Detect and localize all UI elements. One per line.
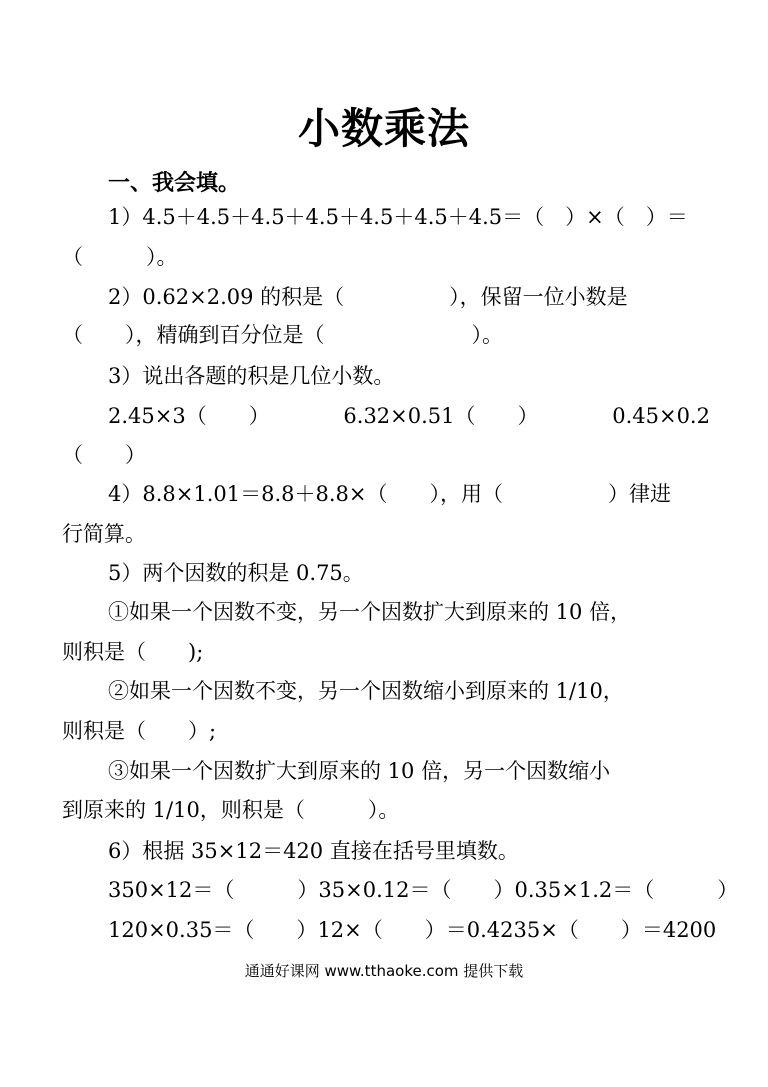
question-6-item-b: 35×0.12＝（ ）	[318, 878, 515, 902]
question-6-item-c: 0.35×1.2＝（ ）	[514, 878, 739, 902]
question-3-item-a: 2.45×3（ ）	[108, 404, 270, 428]
question-5-sub-1-line-1: ①如果一个因数不变，另一个因数扩大到原来的 10 倍，	[108, 600, 632, 624]
footer-credit: 通通好课网 www.tthaoke.com 提供下载	[244, 962, 524, 980]
question-5-sub-3-line-2: 到原来的 1/10，则积是（ ）。	[62, 798, 400, 822]
question-3-items	[108, 402, 710, 430]
question-5-sub-2-line-2: 则积是（ ）;	[62, 719, 217, 743]
question-3-item-c: 0.45×0.2	[612, 404, 710, 428]
question-6-row-1	[108, 876, 739, 904]
question-6-item-d: 120×0.35＝（ ）	[108, 918, 318, 942]
question-4-line-1: 4）8.8×1.01＝8.8＋8.8×（ ），用（ ）律进	[108, 482, 671, 506]
question-2-line-1: 2）0.62×2.09 的积是（ ），保留一位小数是	[108, 285, 628, 309]
question-6-item-a: 350×12＝（ ）	[108, 878, 319, 902]
section-heading: 一、我会填。	[108, 171, 241, 196]
question-5-sub-2-line-1: ②如果一个因数不变，另一个因数缩小到原来的 1/10，	[108, 679, 624, 703]
question-5-sub-3-line-1: ③如果一个因数扩大到原来的 10 倍，另一个因数缩小	[108, 759, 611, 783]
question-6-item-e: 12×（ ）＝0.42	[317, 918, 514, 942]
question-3-line-1: 3）说出各题的积是几位小数。	[108, 364, 395, 388]
question-3-item-b: 6.32×0.51（ ）	[343, 404, 539, 428]
question-5-line-1: 5）两个因数的积是 0.75。	[108, 561, 364, 585]
question-6-row-2	[108, 916, 717, 944]
question-5-sub-1-line-2: 则积是（ );	[62, 640, 204, 664]
question-1-line-2: （ ）。	[62, 245, 178, 269]
question-1-line-1: 1）4.5＋4.5＋4.5＋4.5＋4.5＋4.5＋4.5＝（ ）×（ ）＝	[108, 205, 688, 229]
question-6-line-1: 6）根据 35×12＝420 直接在括号里填数。	[108, 839, 519, 863]
question-2-line-2: （ ），精确到百分位是（ ）。	[62, 323, 503, 347]
page-title: 小数乘法	[297, 104, 470, 153]
question-3-line-3: （ ）	[62, 443, 146, 467]
question-4-line-2: 行简算。	[62, 522, 146, 546]
question-6-item-f: 35×（ ）＝4200	[513, 918, 717, 942]
